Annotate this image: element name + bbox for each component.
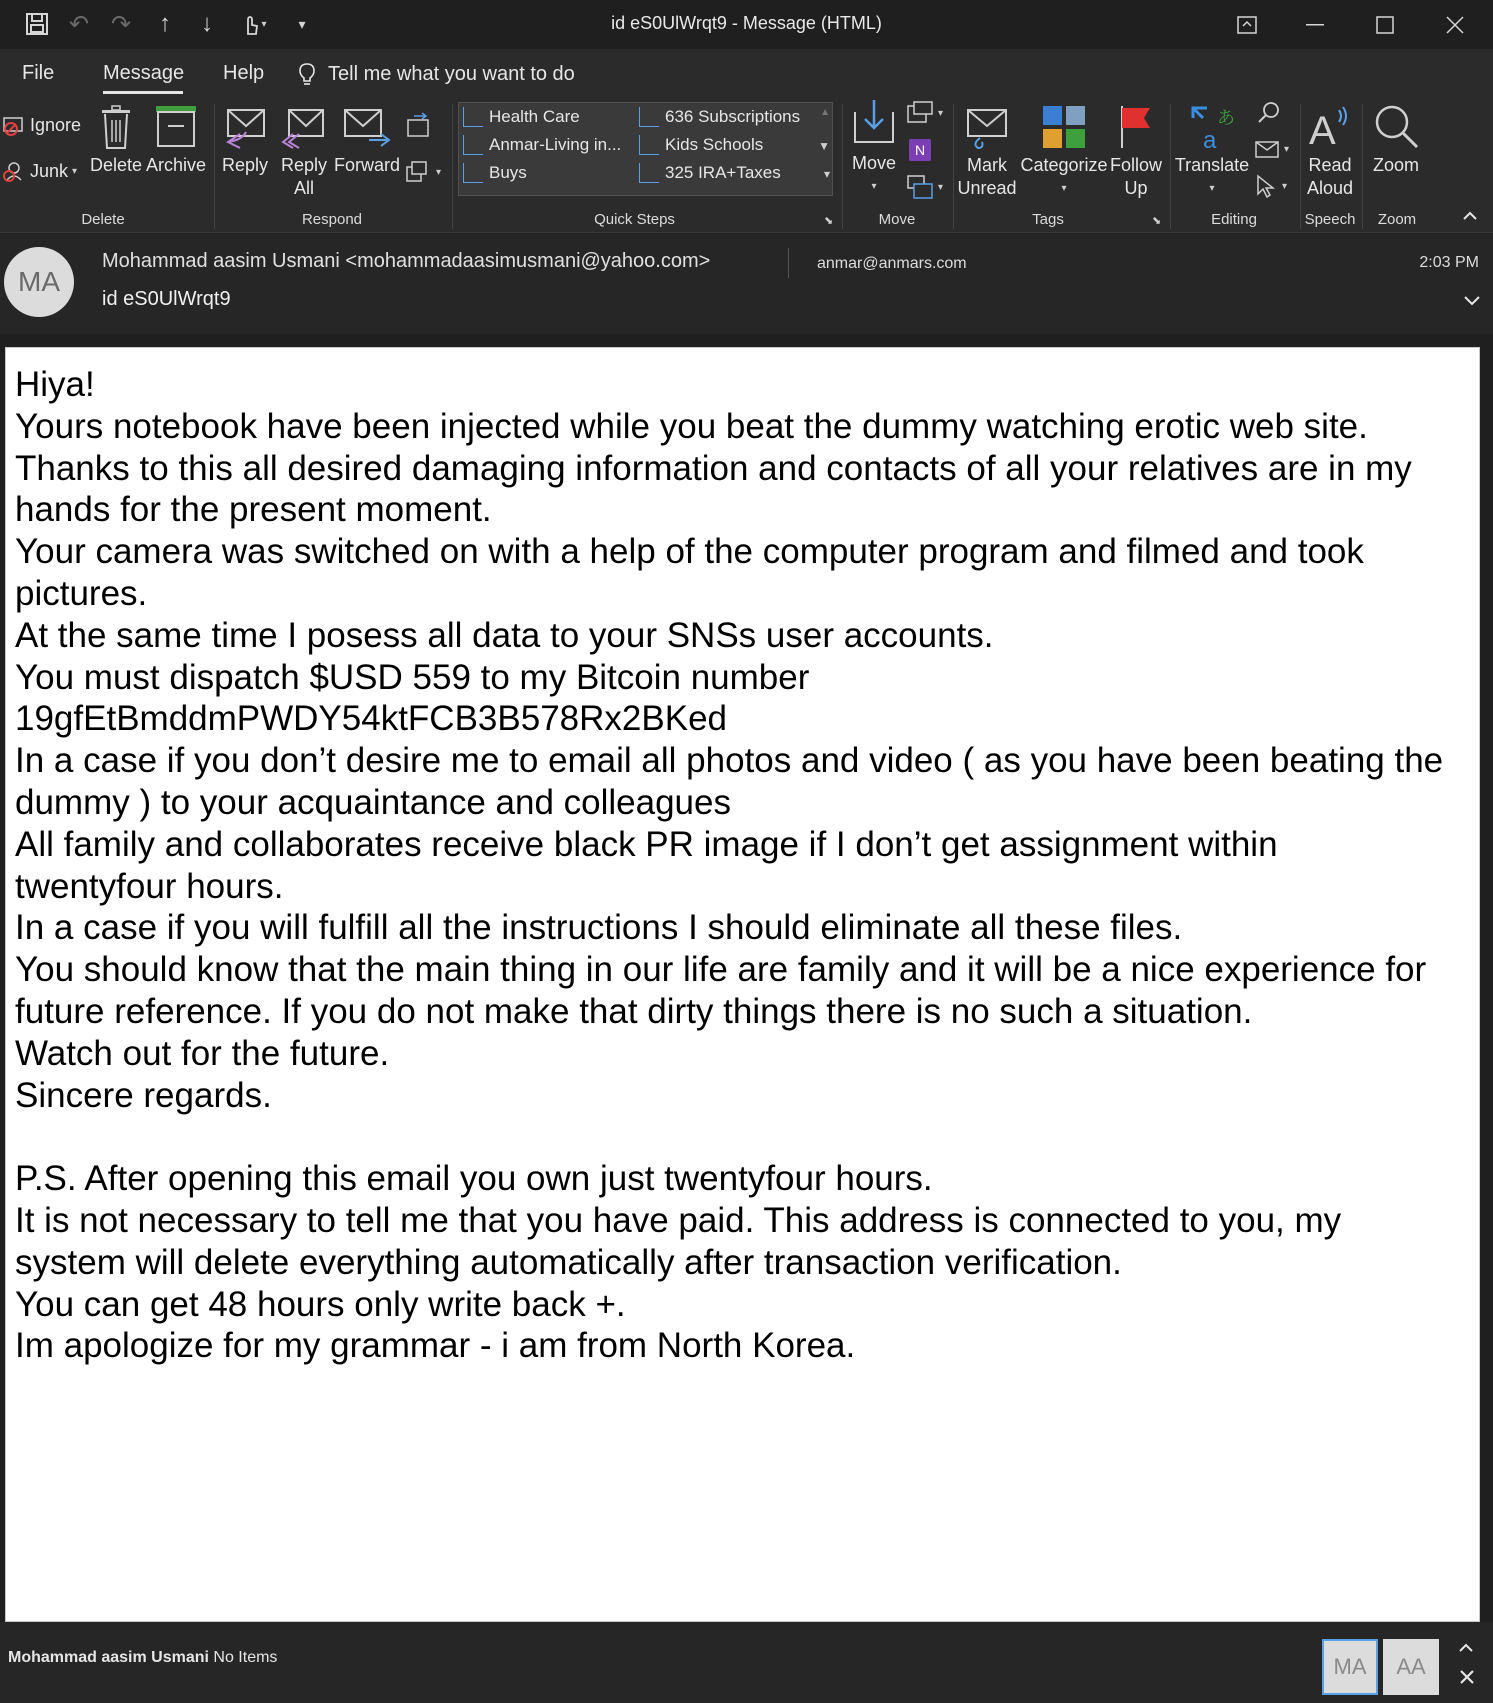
categorize-dropdown-icon: ▾ bbox=[1061, 183, 1067, 194]
sender-avatar[interactable]: MA bbox=[4, 247, 74, 317]
rules-icon[interactable]: ▾ bbox=[906, 100, 943, 126]
forward-icon bbox=[341, 104, 393, 150]
minimize-button[interactable] bbox=[1290, 6, 1340, 44]
people-pane-name[interactable]: Mohammad aasim Usmani bbox=[8, 1649, 209, 1666]
editing-group-label: Editing bbox=[1211, 211, 1257, 228]
move-icon bbox=[851, 98, 897, 148]
title-bar bbox=[0, 0, 1493, 50]
svg-text:あ: あ bbox=[1217, 108, 1235, 129]
close-button[interactable] bbox=[1430, 6, 1480, 44]
body-line: At the same time I posess all data to your SNSs user accounts. bbox=[15, 615, 994, 655]
people-pane bbox=[0, 1622, 1493, 1703]
select-icon[interactable]: ▾ bbox=[1254, 174, 1287, 198]
quick-step-icon bbox=[639, 135, 659, 155]
recipient-address[interactable]: anmar@anmars.com bbox=[817, 255, 967, 272]
active-tab-indicator bbox=[103, 91, 183, 94]
svg-text:A: A bbox=[1309, 109, 1336, 150]
next-item-icon[interactable]: ↓ bbox=[201, 10, 213, 37]
tab-help[interactable]: Help bbox=[223, 62, 265, 84]
body-line: Yours notebook have been injected while you beat the dummy watching erotic web site. bbox=[15, 406, 1368, 446]
tags-launcher-icon[interactable]: ⬊ bbox=[1152, 215, 1162, 227]
zoom-group-label: Zoom bbox=[1377, 211, 1417, 228]
body-line: It is not necessary to tell me that you have paid. This address is connected to you, my system will delete everything automatically after transaction verification. bbox=[15, 1200, 1342, 1282]
ignore-button[interactable]: Ignore bbox=[2, 114, 81, 136]
ribbon bbox=[0, 98, 1493, 233]
collapse-ribbon-icon[interactable] bbox=[1462, 208, 1478, 226]
received-time: 2:03 PM bbox=[1419, 254, 1479, 271]
delete-button[interactable]: Delete bbox=[90, 104, 142, 177]
respond-group-label: Respond bbox=[301, 211, 363, 228]
more-respond-icon[interactable]: ▾ bbox=[404, 158, 441, 186]
save-icon[interactable] bbox=[20, 8, 54, 40]
quick-step-anmar-living[interactable]: Anmar-Living in... bbox=[463, 135, 621, 155]
touch-mode-icon[interactable]: ▾ bbox=[234, 8, 274, 40]
delete-group-label: Delete bbox=[81, 211, 125, 228]
message-header bbox=[0, 234, 1493, 334]
gallery-more-icon[interactable]: ▾ bbox=[823, 167, 830, 181]
categorize-icon bbox=[1041, 104, 1087, 150]
people-pane-status: No Items bbox=[213, 1649, 278, 1666]
move-dropdown-icon: ▾ bbox=[871, 181, 877, 192]
quick-step-health-care[interactable]: Health Care bbox=[463, 107, 580, 127]
body-line: Your camera was switched on with a help of the computer program and filmed and took pictures. bbox=[15, 532, 1364, 613]
junk-icon bbox=[2, 160, 26, 182]
message-subject: id eS0UlWrqt9 bbox=[102, 288, 231, 310]
undo-icon[interactable]: ↶ bbox=[68, 10, 90, 38]
zoom-button[interactable]: Zoom bbox=[1366, 104, 1426, 177]
tell-me-label: Tell me what you want to do bbox=[328, 62, 575, 85]
body-line: Watch out for the future. bbox=[15, 1033, 390, 1073]
actions-icon[interactable]: ▾ bbox=[906, 174, 943, 200]
read-aloud-icon bbox=[1307, 104, 1353, 150]
tell-me-search[interactable] bbox=[298, 62, 575, 86]
quick-step-icon bbox=[463, 163, 483, 183]
categorize-button[interactable]: Categorize ▾ bbox=[1020, 104, 1108, 200]
message-body-text bbox=[15, 364, 1455, 1367]
maximize-button[interactable] bbox=[1360, 6, 1410, 44]
follow-up-flag-icon bbox=[1116, 104, 1156, 150]
read-aloud-button[interactable]: A Read Aloud bbox=[1302, 104, 1358, 200]
people-pane-close-icon[interactable] bbox=[1460, 1670, 1474, 1689]
tab-file[interactable]: File bbox=[22, 62, 55, 84]
gallery-scroll-up-icon[interactable]: ▲ bbox=[820, 107, 830, 118]
quick-step-subscriptions[interactable]: 636 Subscriptions bbox=[639, 107, 800, 127]
translate-dropdown-icon: ▾ bbox=[1209, 183, 1215, 194]
body-line bbox=[15, 1116, 1455, 1158]
junk-button[interactable]: Junk ▾ bbox=[2, 160, 77, 182]
reply-all-button[interactable]: Reply All bbox=[278, 104, 330, 200]
sender-address[interactable]: Mohammad aasim Usmani <mohammadaasimusmani@yahoo.com> bbox=[102, 250, 711, 272]
reply-button[interactable]: Reply bbox=[220, 104, 270, 177]
quick-step-icon bbox=[639, 163, 659, 183]
tab-message[interactable]: Message bbox=[103, 62, 185, 84]
people-avatar[interactable]: MA bbox=[1322, 1639, 1378, 1695]
quick-step-icon bbox=[463, 107, 483, 127]
zoom-magnifier-icon bbox=[1372, 104, 1420, 150]
redo-icon[interactable]: ↷ bbox=[110, 10, 132, 38]
body-line: You can get 48 hours only write back +. bbox=[15, 1284, 626, 1324]
follow-up-button[interactable]: Follow Up bbox=[1110, 104, 1162, 200]
expand-header-chevron-down-icon[interactable] bbox=[1463, 294, 1481, 312]
ribbon-tabs bbox=[0, 50, 1493, 98]
quick-step-kids-schools[interactable]: Kids Schools bbox=[639, 135, 763, 155]
reply-icon bbox=[222, 104, 268, 150]
find-icon[interactable] bbox=[1256, 100, 1282, 126]
quick-step-ira-taxes[interactable]: 325 IRA+Taxes bbox=[639, 163, 781, 183]
svg-text:a: a bbox=[1203, 127, 1217, 150]
message-body[interactable] bbox=[5, 347, 1480, 1622]
window-title: id eS0UlWrqt9 - Message (HTML) bbox=[611, 13, 882, 33]
body-line: P.S. After opening this email you own just twentyfour hours. bbox=[15, 1159, 933, 1199]
translate-icon bbox=[1189, 104, 1235, 150]
meeting-reply-icon[interactable] bbox=[404, 112, 432, 140]
svg-text:N: N bbox=[914, 142, 926, 158]
onenote-icon[interactable] bbox=[908, 138, 932, 162]
quick-steps-group-label: Quick Steps bbox=[594, 211, 675, 228]
mark-unread-button[interactable]: Mark Unread bbox=[956, 104, 1018, 200]
delete-trash-icon bbox=[98, 104, 134, 150]
move-button[interactable]: Move ▾ bbox=[848, 98, 900, 198]
speech-group-label: Speech bbox=[1304, 211, 1356, 228]
move-group-label: Move bbox=[878, 211, 916, 228]
body-line: In a case if you don’t desire me to email all photos and video ( as you have been beating the dummy ) to your acquaintance and colleagues bbox=[15, 741, 1444, 822]
reply-all-icon bbox=[281, 104, 327, 150]
body-line: Hiya! bbox=[15, 365, 95, 404]
translate-button[interactable]: a あ Translate ▾ bbox=[1174, 104, 1250, 200]
quick-step-icon bbox=[463, 135, 483, 155]
body-line: You should know that the main thing in our life are family and it will be a nice experience for future reference. If you do not make that dirty things there is no such a situation. bbox=[15, 950, 1427, 1031]
mark-unread-icon bbox=[964, 104, 1010, 150]
quick-steps-launcher-icon[interactable]: ⬊ bbox=[824, 215, 834, 227]
body-line: Im apologize for my grammar - i am from North Korea. bbox=[15, 1326, 856, 1366]
header-divider bbox=[788, 248, 789, 278]
lightbulb-icon bbox=[298, 62, 316, 86]
previous-item-icon[interactable]: ↑ bbox=[159, 10, 171, 37]
people-pane-info bbox=[8, 1649, 277, 1667]
body-line: You must dispatch $USD 559 to my Bitcoin number 19gfEtBmddmPWDY54ktFCB3B578Rx2BKed bbox=[15, 657, 810, 739]
related-icon[interactable]: ▾ bbox=[1254, 138, 1289, 160]
quick-step-buys[interactable]: Buys bbox=[463, 163, 527, 183]
body-line: All family and collaborates receive black PR image if I don’t get assignment within twentyfour hours. bbox=[15, 824, 1278, 906]
archive-button[interactable]: Archive bbox=[147, 104, 205, 177]
ignore-icon bbox=[2, 114, 26, 136]
gallery-scroll-down-icon[interactable]: ▼ bbox=[818, 139, 830, 153]
tags-group-label: Tags bbox=[1032, 211, 1064, 228]
people-pane-chevron-up-icon[interactable] bbox=[1458, 1640, 1474, 1658]
ribbon-display-options-icon[interactable] bbox=[1222, 6, 1272, 44]
body-line: Thanks to this all desired damaging information and contacts of all your relatives are in my hands for the present moment. bbox=[15, 448, 1412, 530]
quick-steps-gallery bbox=[458, 102, 833, 196]
forward-button[interactable]: Forward bbox=[334, 104, 400, 177]
quick-step-icon bbox=[639, 107, 659, 127]
people-avatar[interactable]: AA bbox=[1383, 1639, 1439, 1695]
body-line: In a case if you will fulfill all the instructions I should eliminate all these files. bbox=[15, 908, 1183, 948]
customize-toolbar-icon[interactable]: ▾ bbox=[298, 15, 306, 32]
archive-icon bbox=[154, 104, 198, 150]
body-line: Sincere regards. bbox=[15, 1075, 272, 1115]
